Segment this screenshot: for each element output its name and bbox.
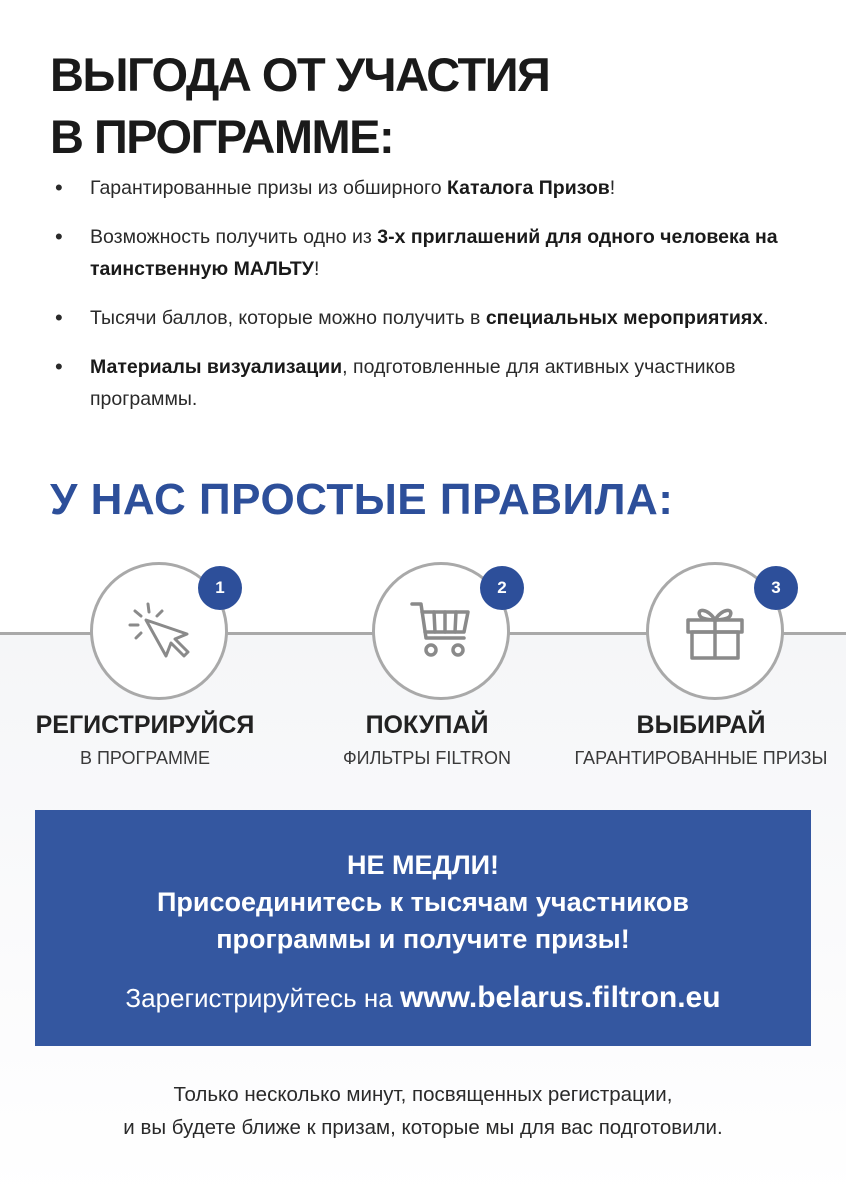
footer-line-2: и вы будете ближе к призам, которые мы для вас подготовили. xyxy=(123,1116,723,1139)
step-description: В ПРОГРАММЕ xyxy=(79,748,211,768)
bullet-point: • xyxy=(55,305,63,330)
title-line-1: ВЫГОДА ОТ УЧАСТИЯ xyxy=(50,48,550,101)
benefit-item xyxy=(50,302,810,334)
bullet-point: • xyxy=(55,175,63,200)
benefit-bold-text: специальных мероприятиях xyxy=(485,307,764,329)
registration-link[interactable]: www.belarus.filtron.eu xyxy=(399,981,721,1014)
benefit-item xyxy=(50,351,810,415)
page-title xyxy=(50,44,750,168)
bullet-point: • xyxy=(55,224,63,249)
benefit-text: Возможность получить одно из xyxy=(90,226,378,248)
benefit-bold-text: 3-х приглашений для одного человека на таинственную МАЛЬТУ xyxy=(90,226,778,280)
step-number-badge: 3 xyxy=(754,566,798,610)
benefit-text: Гарантированные призы из обширного xyxy=(90,177,447,199)
rules-title: У НАС ПРОСТЫЕ ПРАВИЛА: xyxy=(50,475,674,524)
benefits-list xyxy=(50,172,810,415)
step-label: ВЫБИРАЙ xyxy=(636,711,766,739)
benefit-bold-text: Каталога Призов xyxy=(446,177,610,199)
benefit-text: . xyxy=(763,307,769,329)
step-description: ФИЛЬТРЫ FILTRON xyxy=(342,748,512,768)
bullet-point: • xyxy=(55,354,63,379)
step-label: ПОКУПАЙ xyxy=(365,711,489,739)
benefit-bold-text: Материалы визуализации xyxy=(90,356,343,378)
shopping-cart-icon xyxy=(408,598,474,664)
step-label: РЕГИСТРИРУЙСЯ xyxy=(35,711,255,739)
banner-subline-1: Присоединитесь к тысячам участников xyxy=(157,887,689,917)
step-number-badge: 1 xyxy=(198,566,242,610)
banner-headline: НЕ МЕДЛИ! xyxy=(346,850,500,880)
call-to-action-banner xyxy=(35,810,811,1046)
footer-line-1: Только несколько минут, посвященных регистрации, xyxy=(173,1083,673,1106)
step-number-badge: 2 xyxy=(480,566,524,610)
title-line-2: В ПРОГРАММЕ: xyxy=(50,110,394,163)
benefit-text: ! xyxy=(313,258,320,280)
register-text: Зарегистрируйтесь на xyxy=(125,983,400,1013)
step-description: ГАРАНТИРОВАННЫЕ ПРИЗЫ xyxy=(574,748,828,768)
gift-icon xyxy=(682,598,748,664)
benefit-item xyxy=(50,172,810,204)
benefit-text: Тысячи баллов, которые можно получить в xyxy=(90,307,486,329)
banner-subline-2: программы и получите призы! xyxy=(216,924,630,954)
benefit-text: , подготовленные для активных участников программы. xyxy=(90,356,736,410)
cursor-click-icon xyxy=(126,598,192,664)
benefit-item xyxy=(50,221,810,285)
benefit-text: ! xyxy=(609,177,616,199)
register-line xyxy=(35,980,811,1016)
footer-note xyxy=(0,1078,846,1144)
